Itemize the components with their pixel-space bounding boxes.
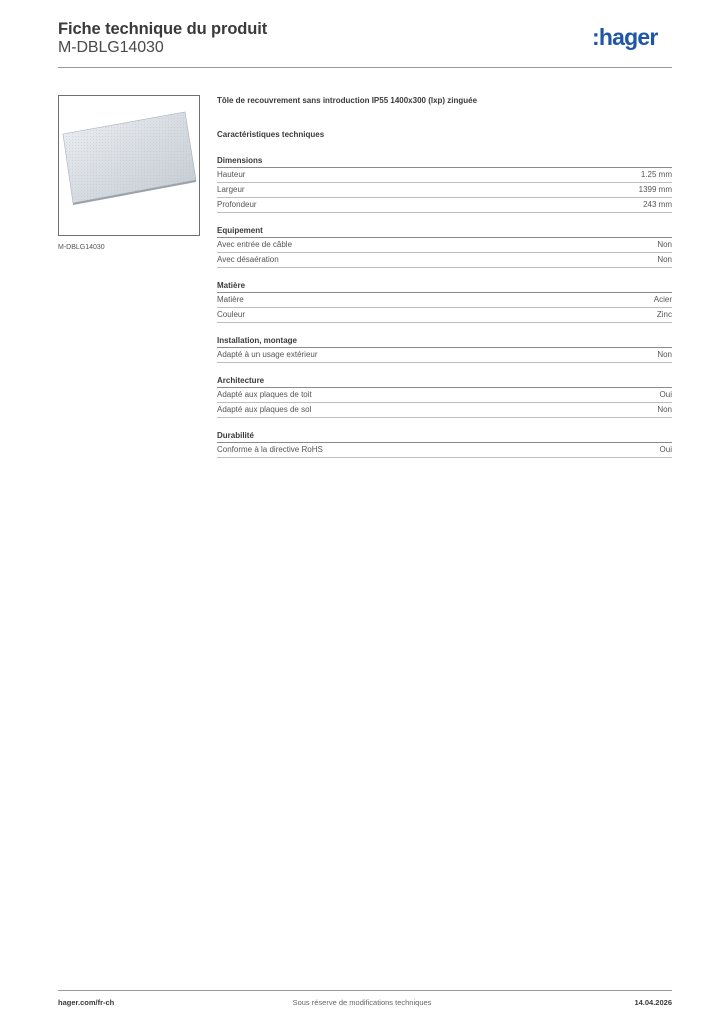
- image-caption: M-DBLG14030: [58, 244, 105, 251]
- spec-value: Non: [657, 350, 672, 359]
- hager-logo: :hager: [592, 24, 658, 50]
- spec-row: [217, 253, 672, 268]
- spec-sections: [217, 155, 672, 458]
- section-title: Durabilité: [217, 430, 672, 443]
- spec-value: Zinc: [656, 310, 672, 319]
- spec-section: [217, 335, 672, 363]
- spec-label: Hauteur: [217, 170, 246, 179]
- section-title: Equipement: [217, 225, 672, 238]
- spec-row: [217, 403, 672, 418]
- spec-row: [217, 198, 672, 213]
- spec-value: Oui: [659, 445, 672, 454]
- product-reference: M-DBLG14030: [58, 39, 164, 56]
- spec-section: [217, 225, 672, 268]
- spec-value: Oui: [659, 390, 672, 399]
- spec-row: [217, 388, 672, 403]
- spec-value: 1399 mm: [638, 185, 672, 194]
- spec-row: [217, 308, 672, 323]
- technical-title: Caractéristiques techniques: [217, 130, 325, 139]
- spec-section: [217, 375, 672, 418]
- spec-label: Conforme à la directive RoHS: [217, 445, 323, 454]
- spec-value: Non: [657, 240, 672, 249]
- spec-label: Adapté aux plaques de toit: [217, 390, 312, 399]
- spec-label: Profondeur: [217, 200, 257, 209]
- spec-row: [217, 183, 672, 198]
- footer-website[interactable]: hager.com/fr-ch: [58, 998, 115, 1007]
- spec-label: Adapté aux plaques de sol: [217, 405, 312, 414]
- spec-value: 243 mm: [643, 200, 672, 209]
- footer-disclaimer: Sous réserve de modifications techniques: [292, 998, 432, 1007]
- cover-plate-illustration: [59, 96, 199, 235]
- page-title: Fiche technique du produit: [58, 20, 268, 38]
- spec-row: [217, 293, 672, 308]
- spec-label: Couleur: [217, 310, 246, 319]
- spec-value: 1.25 mm: [640, 170, 672, 179]
- product-specs: [217, 95, 672, 458]
- spec-value: Acier: [653, 295, 672, 304]
- spec-value: Non: [657, 255, 672, 264]
- section-title: Matière: [217, 280, 672, 293]
- product-image: [58, 95, 200, 236]
- spec-label: Avec désaération: [217, 255, 279, 264]
- spec-label: Adapté à un usage extérieur: [217, 350, 318, 359]
- spec-row: [217, 348, 672, 363]
- spec-section: [217, 280, 672, 323]
- spec-value: Non: [657, 405, 672, 414]
- spec-label: Largeur: [217, 185, 245, 194]
- spec-row: [217, 443, 672, 458]
- section-title: Dimensions: [217, 155, 672, 168]
- spec-section: [217, 430, 672, 458]
- footer-divider: [58, 990, 672, 991]
- spec-section: [217, 155, 672, 213]
- footer-date: 14.04.2026: [634, 998, 672, 1007]
- section-title: Architecture: [217, 375, 672, 388]
- spec-label: Avec entrée de câble: [217, 240, 293, 249]
- spec-row: [217, 168, 672, 183]
- spec-row: [217, 238, 672, 253]
- product-description: Tôle de recouvrement sans introduction IP55 1400x300 (lxp) zinguée: [217, 96, 478, 105]
- section-title: Installation, montage: [217, 335, 672, 348]
- spec-label: Matière: [217, 295, 244, 304]
- header-divider: [58, 67, 672, 68]
